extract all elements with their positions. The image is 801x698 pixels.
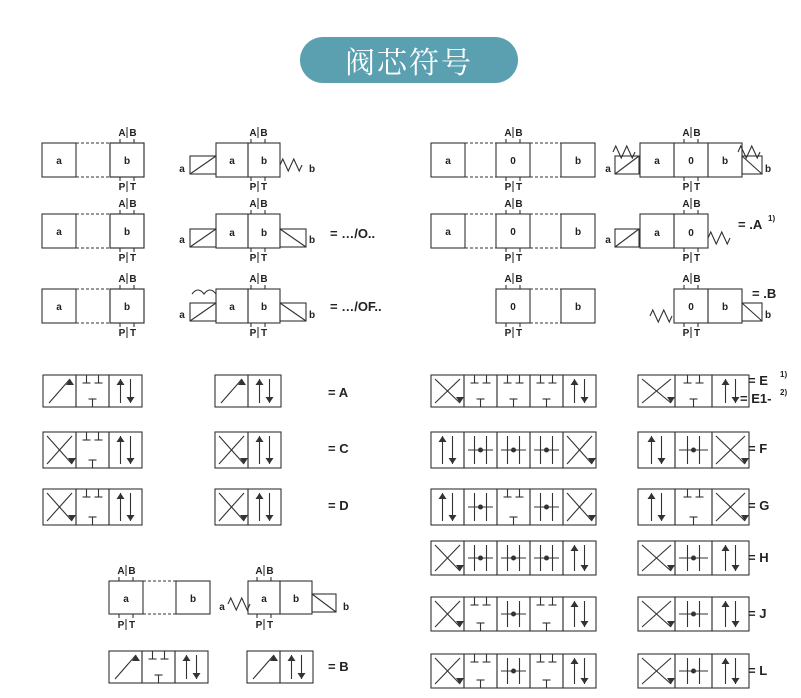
port-label-p: P xyxy=(504,328,512,339)
port-label-b: B xyxy=(693,274,701,285)
arrow-head xyxy=(439,493,447,499)
position-letter: a xyxy=(654,228,660,239)
port-label-p: P xyxy=(682,328,690,339)
position-letter: 0 xyxy=(688,302,694,313)
code-E: = E xyxy=(748,373,768,388)
arrow-head xyxy=(732,397,740,403)
arrow-head xyxy=(722,379,730,385)
arrow-head xyxy=(266,397,274,403)
code-B: = B xyxy=(328,659,349,674)
port-label-t: T xyxy=(515,182,523,193)
junction-dot xyxy=(512,612,516,616)
code-A-dot: = .A xyxy=(738,217,763,232)
port-label-t: T xyxy=(129,328,137,339)
port-label-a: A xyxy=(682,128,690,139)
spool-cell xyxy=(563,654,596,688)
page-title: 阀芯符号 xyxy=(345,46,473,81)
position-letter: b xyxy=(123,227,131,238)
code-H: = H xyxy=(748,550,769,565)
port-label-t: T xyxy=(266,620,274,631)
solenoid-diagonal xyxy=(615,229,639,247)
code-D: = D xyxy=(328,498,349,513)
port-label-a: A xyxy=(255,566,263,577)
spool-cell xyxy=(248,432,281,468)
spool-cell xyxy=(563,375,596,407)
actuator-label-b: b xyxy=(342,602,350,613)
arrow-head xyxy=(449,515,457,521)
arrow-head xyxy=(117,436,125,442)
port-label-p: P xyxy=(249,253,257,264)
port-label-t: T xyxy=(260,328,268,339)
actuator-label-a: a xyxy=(179,310,185,321)
port-label-a: A xyxy=(682,199,690,210)
arrow-head xyxy=(658,515,666,521)
port-label-a: A xyxy=(249,274,257,285)
junction-dot xyxy=(479,448,483,452)
port-label-t: T xyxy=(260,182,268,193)
solenoid-diagonal xyxy=(190,229,216,247)
arrow-head xyxy=(571,545,579,551)
line xyxy=(49,379,70,403)
arrow-head xyxy=(648,436,656,442)
spool-cell xyxy=(563,541,596,575)
port-label-b: B xyxy=(129,199,137,210)
port-label-t: T xyxy=(693,253,701,264)
port-label-a: A xyxy=(118,128,126,139)
spring-icon xyxy=(228,598,250,610)
solenoid-diagonal xyxy=(742,156,762,174)
spool-cell xyxy=(109,432,142,468)
position-letter: b xyxy=(721,156,729,167)
arrow-head xyxy=(571,601,579,607)
spool-cell xyxy=(109,489,142,525)
position-letter: a xyxy=(56,156,62,167)
position-letter: 0 xyxy=(510,156,516,167)
arrow-head xyxy=(298,673,306,679)
port-label-t: T xyxy=(129,182,137,193)
spool-cell xyxy=(431,432,464,468)
port-label-a: A xyxy=(249,199,257,210)
arrow-head xyxy=(193,673,201,679)
spool-cell xyxy=(638,489,675,525)
position-letter: b xyxy=(260,228,268,239)
port-label-b: B xyxy=(260,128,268,139)
arrow-head xyxy=(581,565,589,571)
spring-icon xyxy=(650,310,672,322)
position-letter: a xyxy=(445,156,451,167)
actuator-label-a: a xyxy=(605,164,611,175)
position-letter: a xyxy=(123,594,129,605)
arrow-head xyxy=(288,655,296,661)
junction-dot xyxy=(545,448,549,452)
code-O: = …/O.. xyxy=(330,226,376,241)
spool-cell xyxy=(712,597,749,631)
port-label-p: P xyxy=(682,253,690,264)
arrow-head xyxy=(266,515,274,521)
position-letter: a xyxy=(654,156,660,167)
port-label-p: P xyxy=(117,620,125,631)
position-letter: b xyxy=(574,156,582,167)
position-letter: a xyxy=(56,227,62,238)
actuator-label-b: b xyxy=(764,164,772,175)
arrow-head xyxy=(266,458,274,464)
line xyxy=(253,655,274,679)
port-label-a: A xyxy=(117,566,125,577)
port-label-a: A xyxy=(682,274,690,285)
position-letter: a xyxy=(445,227,451,238)
port-label-p: P xyxy=(249,182,257,193)
position-letter: b xyxy=(292,594,300,605)
code-B-dot: = .B xyxy=(752,286,777,301)
spool-cell xyxy=(280,651,313,683)
spool-cell xyxy=(712,541,749,575)
arrow-head xyxy=(439,436,447,442)
port-label-p: P xyxy=(249,328,257,339)
arrow-head xyxy=(722,601,730,607)
arrow-head xyxy=(117,493,125,499)
position-letter: a xyxy=(261,594,267,605)
position-letter: b xyxy=(721,302,729,313)
solenoid-diagonal xyxy=(280,303,306,321)
arrow-head xyxy=(127,458,135,464)
code-L: = L xyxy=(748,663,768,678)
port-label-b: B xyxy=(129,128,137,139)
solenoid-diagonal xyxy=(190,156,216,174)
port-label-p: P xyxy=(504,253,512,264)
position-letter: b xyxy=(189,594,197,605)
arrow-head xyxy=(127,397,135,403)
port-label-t: T xyxy=(515,253,523,264)
arrow-head xyxy=(571,658,579,664)
port-label-t: T xyxy=(128,620,136,631)
solenoid-diagonal xyxy=(190,303,216,321)
junction-dot xyxy=(692,612,696,616)
arrow-head xyxy=(722,545,730,551)
arrow-head xyxy=(581,678,589,684)
port-label-a: A xyxy=(249,128,257,139)
junction-dot xyxy=(512,669,516,673)
port-label-b: B xyxy=(515,128,523,139)
arrow-head xyxy=(658,458,666,464)
port-label-t: T xyxy=(515,328,523,339)
port-label-p: P xyxy=(118,328,126,339)
arrow-head xyxy=(581,397,589,403)
port-label-b: B xyxy=(266,566,274,577)
arrow-head xyxy=(449,458,457,464)
actuator-label-a: a xyxy=(219,602,225,613)
junction-dot xyxy=(479,556,483,560)
position-letter: b xyxy=(260,302,268,313)
actuator-label-b: b xyxy=(764,310,772,321)
junction-dot xyxy=(545,505,549,509)
port-label-p: P xyxy=(118,182,126,193)
code-F: = F xyxy=(748,441,768,456)
spool-cell xyxy=(248,375,281,407)
line xyxy=(115,655,136,679)
port-label-t: T xyxy=(129,253,137,264)
spool-cell xyxy=(638,432,675,468)
arrow-head xyxy=(571,379,579,385)
port-label-a: A xyxy=(504,128,512,139)
junction-dot xyxy=(512,448,516,452)
solenoid-diagonal xyxy=(312,594,336,612)
port-label-a: A xyxy=(118,199,126,210)
port-label-b: B xyxy=(260,274,268,285)
code-C: = C xyxy=(328,441,349,456)
arrow-head xyxy=(256,379,264,385)
actuator-label-a: a xyxy=(605,235,611,246)
position-letter: a xyxy=(229,228,235,239)
actuator-label-b: b xyxy=(308,164,316,175)
port-label-t: T xyxy=(693,182,701,193)
position-letter: b xyxy=(260,156,268,167)
arrow-head xyxy=(256,493,264,499)
junction-dot xyxy=(692,669,696,673)
port-label-p: P xyxy=(118,253,126,264)
junction-dot xyxy=(692,556,696,560)
port-label-b: B xyxy=(515,199,523,210)
spool-cell xyxy=(431,489,464,525)
port-label-p: P xyxy=(682,182,690,193)
spool-cell xyxy=(563,597,596,631)
arrow-head xyxy=(722,658,730,664)
detent-icon xyxy=(192,290,216,294)
actuator-label-a: a xyxy=(179,235,185,246)
junction-dot xyxy=(692,448,696,452)
arrow-head xyxy=(183,655,191,661)
position-letter: b xyxy=(123,302,131,313)
port-label-b: B xyxy=(260,199,268,210)
junction-dot xyxy=(545,556,549,560)
position-letter: 0 xyxy=(688,156,694,167)
position-letter: b xyxy=(574,302,582,313)
code-OF: = …/OF.. xyxy=(330,299,382,314)
code-A-sup: 1) xyxy=(768,214,776,223)
spring-icon xyxy=(280,159,302,171)
code-E1: = E1- xyxy=(740,391,772,406)
actuator-label-b: b xyxy=(308,235,316,246)
code-E1-sup: 2) xyxy=(780,388,788,397)
position-letter: b xyxy=(123,156,131,167)
line xyxy=(221,379,242,403)
arrow-head xyxy=(256,436,264,442)
actuator-label-b: b xyxy=(308,310,316,321)
position-letter: 0 xyxy=(688,228,694,239)
position-letter: a xyxy=(56,302,62,313)
port-label-a: A xyxy=(118,274,126,285)
arrow-head xyxy=(581,621,589,627)
port-label-a: A xyxy=(504,199,512,210)
solenoid-diagonal xyxy=(615,156,639,174)
position-letter: b xyxy=(574,227,582,238)
code-E-sup: 1) xyxy=(780,370,788,379)
solenoid-diagonal xyxy=(280,229,306,247)
arrow-head xyxy=(732,565,740,571)
port-label-t: T xyxy=(693,328,701,339)
spool-cell xyxy=(248,489,281,525)
port-label-b: B xyxy=(693,128,701,139)
arrow-head xyxy=(732,678,740,684)
position-letter: 0 xyxy=(510,227,516,238)
junction-dot xyxy=(512,556,516,560)
code-J: = J xyxy=(748,606,767,621)
port-label-a: A xyxy=(504,274,512,285)
code-G: = G xyxy=(748,498,770,513)
spool-cell xyxy=(175,651,208,683)
arrow-head xyxy=(117,379,125,385)
port-label-t: T xyxy=(260,253,268,264)
position-letter: a xyxy=(229,302,235,313)
port-label-p: P xyxy=(504,182,512,193)
port-label-p: P xyxy=(255,620,263,631)
solenoid-diagonal xyxy=(742,303,762,321)
port-label-b: B xyxy=(693,199,701,210)
position-letter: a xyxy=(229,156,235,167)
code-A: = A xyxy=(328,385,349,400)
position-letter: 0 xyxy=(510,302,516,313)
arrow-head xyxy=(648,493,656,499)
port-label-b: B xyxy=(128,566,136,577)
spring-icon xyxy=(708,232,730,244)
port-label-b: B xyxy=(129,274,137,285)
spool-cell xyxy=(712,654,749,688)
spool-cell xyxy=(109,375,142,407)
junction-dot xyxy=(479,505,483,509)
actuator-label-a: a xyxy=(179,164,185,175)
port-label-b: B xyxy=(515,274,523,285)
arrow-head xyxy=(127,515,135,521)
arrow-head xyxy=(732,621,740,627)
